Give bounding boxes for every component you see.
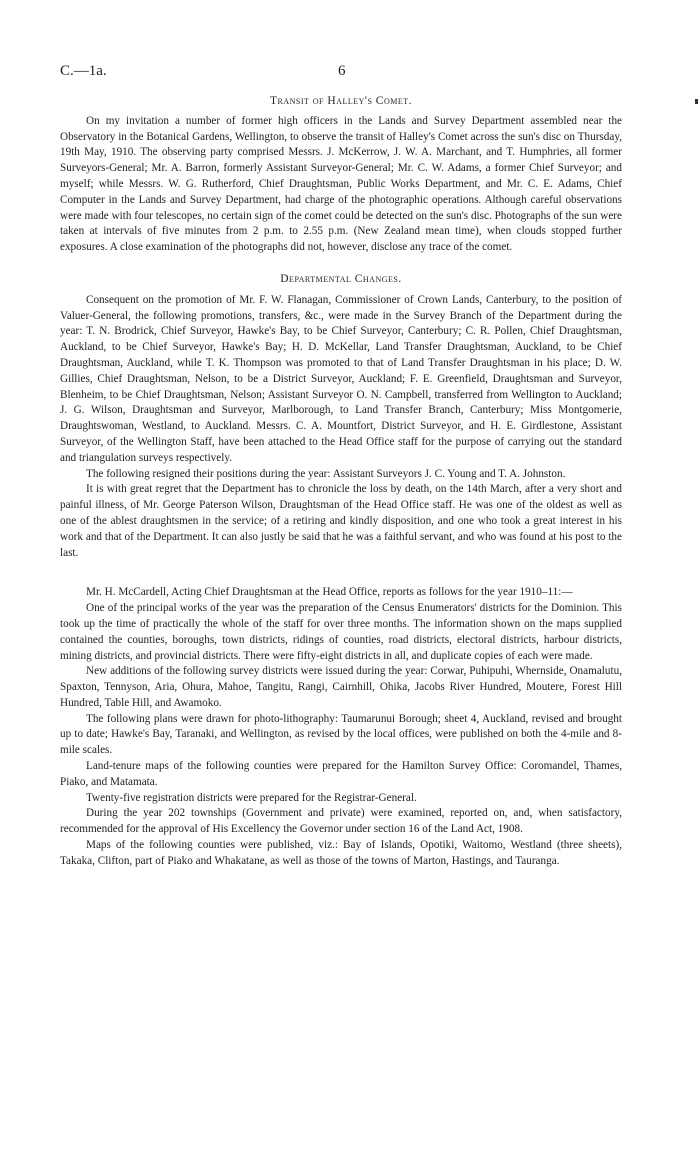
paragraph: One of the principal works of the year was the preparation of the Census Enumerators' districts for the Dominion. This took up the time of practically the whole of the staff for over three months. The information shown on the maps supplied contained the counties, boroughs, town districts, ridings of counties, road districts, electoral districts, harbour districts, mining districts, and provincial districts. There were fifty-eight districts in all, and duplicate copies of each were made.	[60, 602, 622, 662]
margin-mark	[695, 99, 698, 104]
section-heading: Departmental Changes.	[280, 272, 402, 285]
section-spacer	[60, 561, 622, 585]
page-content	[60, 94, 622, 870]
paragraph: On my invitation a number of former high officers in the Lands and Survey Department assembled near the Observatory in the Botanical Gardens, Wellington, to observe the transit of Halley's Comet across the sun's disc on Thursday, 19th May, 1910. The observing party comprised Messrs. J. McKerrow, J. W. A. Marchant, and T. Humphries, all former Surveyors-General; Mr. A. Barron, formerly Assistant Surveyor-General; Mr. C. W. Adams, a former Chief Surveyor; and myself; while Messrs. W. G. Rutherford, Chief Draughtsman, Public Works Department, and Mr. C. E. Adams, Chief Computer in the Lands and Survey Department, had charge of the photographic operations. Although careful observations were made with four telescopes, no certain sign of the comet could be detected on the sun's disc. Photographs of the sun were taken at intervals of five minutes from 2 p.m. to 2.55 p.m. (New Zealand mean time), when clouds stopped further exposures. A close examination of the photographs did not, however, disclose any trace of the comet.	[60, 114, 622, 254]
paragraph: It is with great regret that the Department has to chronicle the loss by death, on the 14th March, after a very short and painful illness, of Mr. George Paterson Wilson, Draughtsman of the Head Office staff. He was one of the oldest as well as one of the ablest draughtsmen in the service; of a retiring and kindly disposition, and one who took a great interest in his work and that of the Department. It can also justly be said that he was a faithful servant, and who was found at his post to the last.	[60, 483, 622, 559]
paragraph: Maps of the following counties were published, viz.: Bay of Islands, Opotiki, Waitomo, Westland (three sheets), Takaka, Clifton, part of Piako and Whakatane, as well as those of the towns of Marton, Hastings, and Tauranga.	[60, 839, 622, 867]
document-reference: C.—1a.	[60, 63, 107, 79]
page-header	[60, 63, 640, 83]
section-halley-comet	[60, 94, 622, 256]
paragraph: Mr. H. McCardell, Acting Chief Draughtsman at the Head Office, reports as follows for the year 1910–11:—	[86, 586, 573, 599]
section-heading: Transit of Halley's Comet.	[269, 95, 413, 107]
paragraph: Land-tenure maps of the following counties were prepared for the Hamilton Survey Office: Coromandel, Thames, Piako, and Matamata.	[60, 760, 622, 788]
paragraph: Consequent on the promotion of Mr. F. W. Flanagan, Commissioner of Crown Lands, Canterbury, to the position of Valuer-General, the following promotions, transfers, &c., were made in the Survey Branch of the Department during the year: T. N. Brodrick, Chief Surveyor, Hawke's Bay, to be Chief Surveyor, Canterbury; C. R. Pollen, Chief Draughtsman, Auckland, to be Chief Surveyor, Hawke's Bay; H. D. McKellar, Land Transfer Draughtsman, Auckland, to be Chief Draughtsman, Auckland, while T. K. Thompson was promoted to that of Land Transfer Draughtsman in his place; D. W. Gillies, Chief Draughtsman, Nelson, to be a District Surveyor, Auckland; F. E. Greenfield, Draughtsman and Surveyor, Blenheim, to be Chief Draughtsman, Nelson; Assistant Surveyor O. N. Campbell, transferred from Wellington to Auckland; J. G. Wilson, Draughtsman and Surveyor, Marlborough, to Land Transfer Branch, Canterbury; Miss Montgomerie, Draughtswoman, Westland, to Auckland. Messrs. C. A. Mountfort, District Surveyor, and H. E. Girdlestone, Assistant Surveyor, of the Wellington Staff, have been attached to the Head Office staff for the purpose of carrying out the standard and triangulation surveys respectively.	[60, 293, 622, 464]
section-drafting-report	[60, 585, 622, 869]
paragraph: Twenty-five registration districts were prepared for the Registrar-General.	[86, 791, 417, 804]
paragraph: New additions of the following survey districts were issued during the year: Corwar, Puhipuhi, Whernside, Onamalutu, Spaxton, Tennyson, Aria, Ohura, Mahoe, Tangitu, Rangi, Cairnhill, Ohika, Jacobs River Hundred, Moutere, Forest Hill Hundred, Table Hill, and Awamoko.	[60, 665, 622, 709]
paragraph: The following resigned their positions during the year: Assistant Surveyors J. C. Young and T. A. Johnston.	[86, 467, 566, 480]
paragraph: The following plans were drawn for photo-lithography: Taumarunui Borough; sheet 4, Auckland, revised and brought up to date; Hawke's Bay, Taranaki, and Wellington, as revised by the local offices, were published on both the 4-mile and 8-mile scales.	[60, 712, 622, 757]
paragraph: During the year 202 townships (Government and private) were examined, reported on, and, when satisfactory, recommended for the approval of His Excellency the Governor under section 16 of the Land Act, 1908.	[60, 807, 622, 836]
page-number: 6	[338, 63, 346, 79]
section-departmental-changes	[60, 272, 622, 561]
